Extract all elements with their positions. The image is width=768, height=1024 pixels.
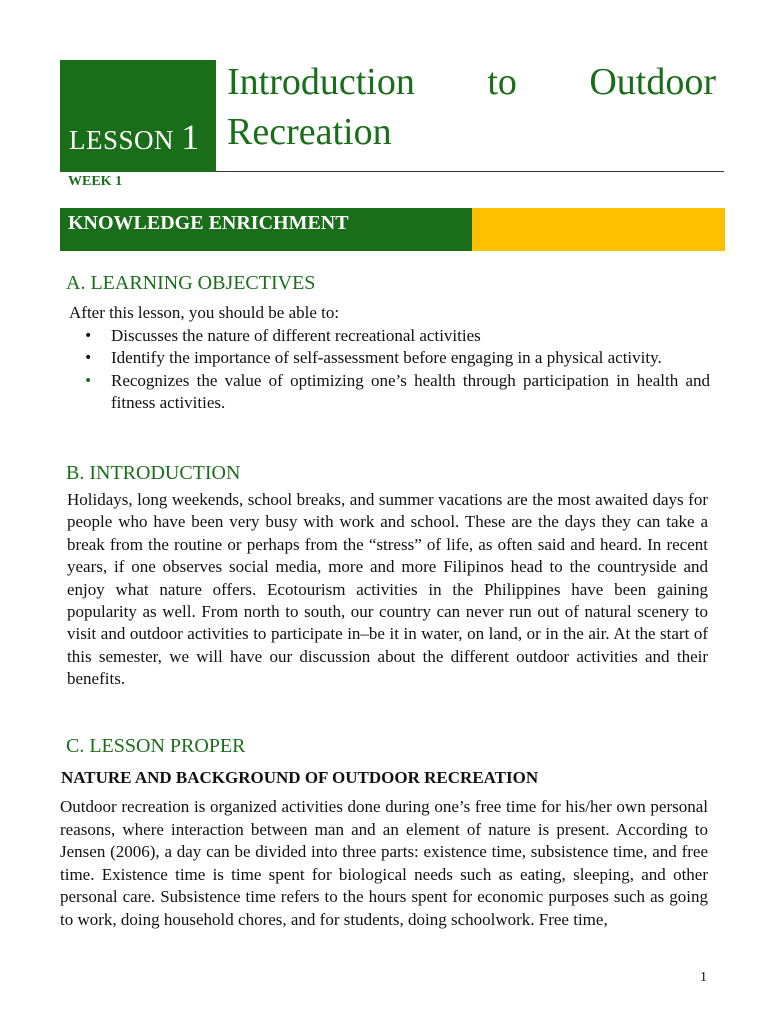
list-item: • Recognizes the value of optimizing one’s health through participation in health and fitness activities. [70, 370, 710, 415]
objectives-heading: A. LEARNING OBJECTIVES [66, 272, 316, 294]
section-banner [60, 208, 472, 251]
page-number: 1 [700, 970, 707, 985]
page-title-line1 [227, 62, 716, 104]
lesson-proper-body: Outdoor recreation is organized activities done during one’s free time for his/her own personal reasons, where interaction between man and an element of nature is present. According to Jensen (2006), a day can be divided into three parts: existence time, subsistence time, and free time. Existence time is time spent for biological needs such as eating, sleeping, and other personal care. Subsistence time refers to the hours spent for economic purposes such as going to work, doing household chores, and for students, doing schoolwork. Free time, [60, 797, 708, 929]
banner-label: KNOWLEDGE ENRICHMENT [68, 212, 349, 234]
banner-accent [472, 208, 725, 251]
page-title-line2: Recreation [227, 111, 392, 153]
lesson-word: LESSON [69, 125, 175, 155]
title-divider [216, 171, 724, 172]
introduction-body: Holidays, long weekends, school breaks, and summer vacations are the most awaited days for people who have been very busy with work and school. These are the days they can take a break from the routine or perhaps from the “stress” of life, as often said and heard. In recent years, if one observes social media, more and more Filipinos head to the countryside and enjoy what nature offers. Ecotourism activities in the Philippines have been gaining popularity as well. From north to south, our country can never run out of natural scenery to visit and outdoor activities to participate in–be it in water, on land, or in the air. At the start of this semester, we will have our discussion about the different outdoor activities and their benefits. [67, 490, 708, 689]
lesson-subheading: NATURE AND BACKGROUND OF OUTDOOR RECREATION [61, 768, 539, 787]
title-word: to [487, 61, 517, 103]
objectives-list [70, 325, 710, 415]
list-item: • Discusses the nature of different recreational activities [70, 325, 710, 347]
introduction-heading: B. INTRODUCTION [66, 462, 241, 484]
objectives-intro: After this lesson, you should be able to: [69, 303, 340, 322]
lesson-badge [60, 60, 216, 172]
title-word: Outdoor [589, 61, 716, 103]
week-label: WEEK 1 [68, 174, 123, 189]
title-word: Introduction [227, 61, 415, 103]
lesson-proper-heading: C. LESSON PROPER [66, 735, 246, 757]
lesson-label [69, 116, 200, 158]
lesson-number: 1 [181, 117, 200, 157]
list-item: • Identify the importance of self-assessment before engaging in a physical activity. [70, 347, 710, 369]
